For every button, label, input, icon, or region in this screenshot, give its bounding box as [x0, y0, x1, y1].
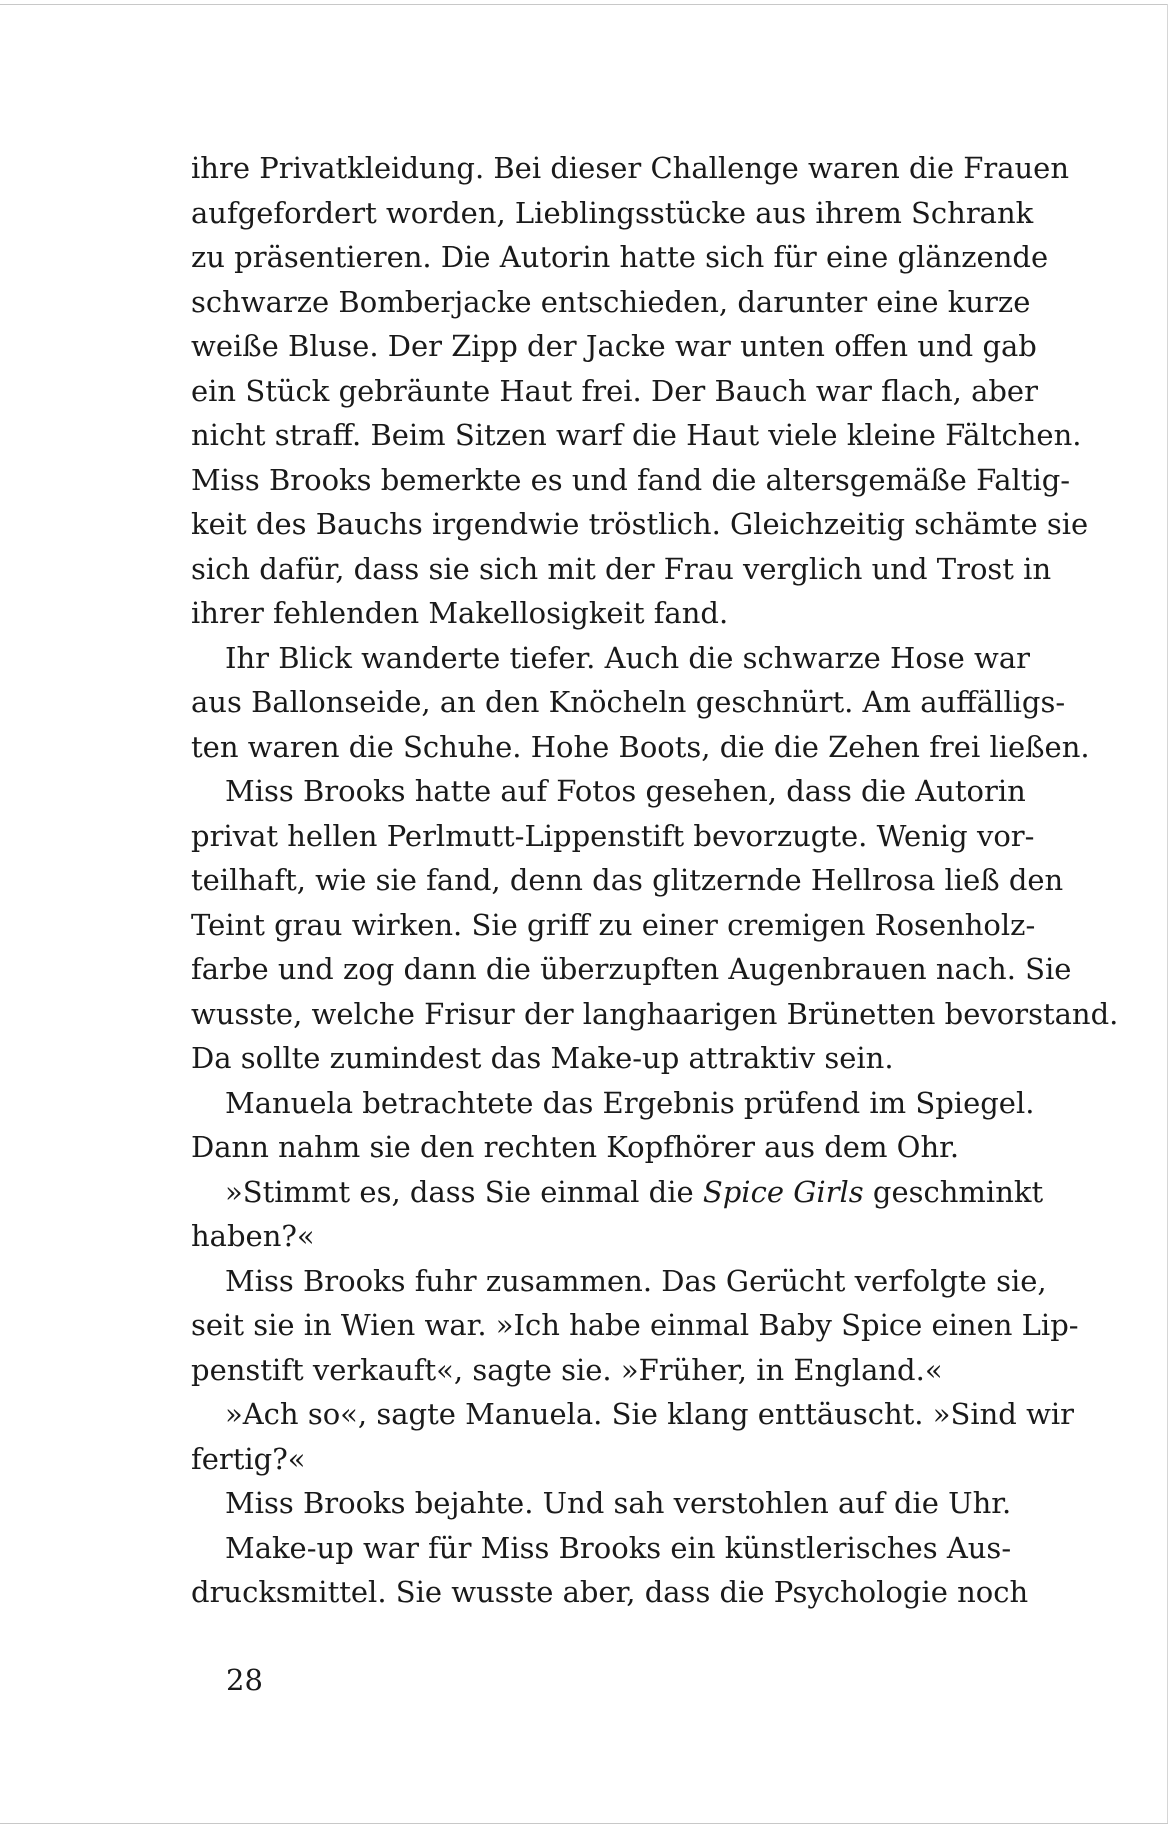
text-line: Miss Brooks fuhr zusammen. Das Gerücht verfolgte sie,	[225, 1263, 1047, 1298]
text-line: wusste, welche Frisur der langhaarigen Brünetten bevorstand.	[191, 996, 1119, 1031]
text-line: fertig?«	[191, 1441, 306, 1476]
text-line: weiße Bluse. Der Zipp der Jacke war unten offen und gab	[191, 329, 1037, 363]
text-line: schwarze Bomberjacke entschieden, darunter eine kurze	[191, 284, 1031, 319]
text-line: sich dafür, dass sie sich mit der Frau verglich und Trost in	[191, 551, 1052, 586]
text-line: aufgefordert worden, Lieblingsstücke aus ihrem Schrank	[191, 195, 1034, 230]
text-line: keit des Bauchs irgendwie tröstlich. Gleichzeitig schämte sie	[191, 507, 1089, 541]
page-top-edge	[0, 4, 1168, 5]
text-line: Make-up war für Miss Brooks ein künstlerisches Aus-	[225, 1530, 1012, 1565]
text-line: zu präsentieren. Die Autorin hatte sich für eine glänzende	[191, 240, 1049, 274]
text-line: Manuela betrachtete das Ergebnis prüfend im Spiegel.	[225, 1085, 1035, 1120]
italic-band-name: Spice Girls	[702, 1174, 864, 1209]
text-line: seit sie in Wien war. »Ich habe einmal Baby Spice einen Lip-	[191, 1308, 1079, 1342]
body-text	[191, 146, 1119, 1615]
text-line: Ihr Blick wanderte tiefer. Auch die schwarze Hose war	[225, 640, 1031, 675]
quote-text: »Stimmt es, dass Sie einmal die	[225, 1174, 703, 1209]
text-line: Miss Brooks hatte auf Fotos gesehen, dass die Autorin	[225, 774, 1026, 808]
text-line: drucksmittel. Sie wusste aber, dass die Psychologie noch	[191, 1575, 1029, 1609]
text-line: privat hellen Perlmutt-Lippenstift bevorzugte. Wenig vor-	[191, 818, 1035, 853]
page-number: 28	[226, 1663, 263, 1697]
text-line: ein Stück gebräunte Haut frei. Der Bauch war flach, aber	[191, 373, 1038, 408]
page-bottom-edge	[0, 1823, 1168, 1824]
text-line: teilhaft, wie sie fand, denn das glitzernde Hellrosa ließ den	[191, 863, 1064, 897]
text-line: Teint grau wirken. Sie griff zu einer cremigen Rosenholz-	[191, 907, 1036, 942]
text-line	[191, 1170, 1044, 1215]
text-line: ten waren die Schuhe. Hohe Boots, die die Zehen frei ließen.	[191, 729, 1090, 764]
text-line: haben?«	[191, 1219, 315, 1253]
text-line: Miss Brooks bejahte. Und sah verstohlen auf die Uhr.	[225, 1486, 1012, 1520]
text-line: ihrer fehlenden Makellosigkeit fand.	[191, 596, 729, 630]
text-line: nicht straff. Beim Sitzen warf die Haut viele kleine Fältchen.	[191, 418, 1082, 452]
quote-text: geschminkt	[863, 1174, 1044, 1209]
text-line: ihre Privatkleidung. Bei dieser Challenge waren die Frauen	[191, 151, 1070, 185]
text-line: »Ach so«, sagte Manuela. Sie klang enttäuscht. »Sind wir	[225, 1397, 1075, 1431]
text-line: penstift verkauft«, sagte sie. »Früher, in England.«	[191, 1352, 943, 1387]
text-line: Miss Brooks bemerkte es und fand die altersgemäße Faltig-	[191, 462, 1071, 497]
text-line: Dann nahm sie den rechten Kopfhörer aus dem Ohr.	[191, 1130, 960, 1164]
text-line: aus Ballonseide, an den Knöcheln geschnürt. Am auffälligs-	[191, 685, 1066, 719]
text-line: farbe und zog dann die überzupften Augenbrauen nach. Sie	[191, 952, 1072, 986]
text-line: Da sollte zumindest das Make-up attraktiv sein.	[191, 1041, 894, 1075]
